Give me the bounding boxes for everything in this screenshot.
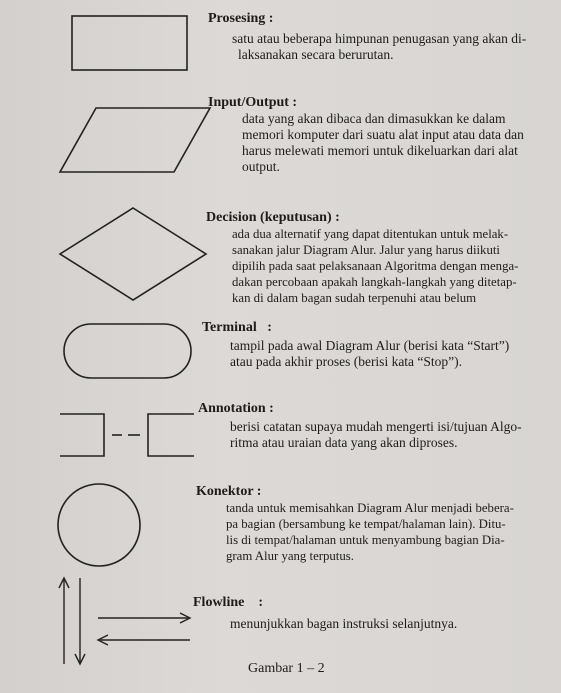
process-rectangle-symbol xyxy=(70,14,190,72)
term-annotation: Annotation : xyxy=(198,401,274,416)
desc-flowline xyxy=(230,616,552,632)
term-konektor: Konektor : xyxy=(196,484,262,499)
desc-line: lis di tempat/halaman untuk menyambung bagian Dia- xyxy=(226,533,505,547)
desc-line: tanda untuk memisahkan Diagram Alur menjadi bebera- xyxy=(226,501,514,515)
desc-line: harus melewati memori untuk dikeluarkan dari alat xyxy=(242,143,518,158)
desc-konektor xyxy=(226,500,552,564)
desc-line: dipilih pada saat pelaksanaan Algoritma dengan menga- xyxy=(232,259,519,273)
desc-line: laksanakan secara berurutan. xyxy=(238,47,394,62)
desc-line: tampil pada awal Diagram Alur (berisi kata “Start”) xyxy=(230,338,510,353)
desc-annotation xyxy=(230,419,552,451)
desc-line: ritma atau uraian data yang akan diproses. xyxy=(230,435,458,450)
decision-diamond-symbol xyxy=(58,206,208,302)
desc-line: atau pada akhir proses (berisi kata “Stop”). xyxy=(230,354,463,369)
desc-line: satu atau beberapa himpunan penugasan yang akan di- xyxy=(232,31,527,46)
desc-line: dakan percobaan apakah langkah-langkah yang ditetap- xyxy=(232,275,517,289)
desc-line: berisi catatan supaya mudah mengerti isi/tujuan Algo- xyxy=(230,419,522,434)
figure-caption: Gambar 1 – 2 xyxy=(248,661,325,676)
flowline-arrows-symbol xyxy=(54,574,194,668)
desc-line: menunjukkan bagan instruksi selanjutnya. xyxy=(230,616,458,631)
desc-prosesing xyxy=(232,31,550,63)
term-terminal: Terminal : xyxy=(202,320,272,335)
desc-decision xyxy=(232,226,550,306)
desc-line: sanakan jalur Diagram Alur. Jalur yang harus diikuti xyxy=(232,243,500,257)
desc-line: data yang akan dibaca dan dimasukkan ke dalam xyxy=(242,111,506,126)
desc-input-output xyxy=(242,111,551,175)
desc-line: output. xyxy=(242,159,280,174)
annotation-bracket-symbol xyxy=(58,410,198,460)
desc-terminal xyxy=(230,338,552,370)
desc-line: ada dua alternatif yang dapat ditentukan untuk melak- xyxy=(232,227,509,241)
term-decision: Decision (keputusan) : xyxy=(206,210,340,225)
desc-line: pa bagian (bersambung ke tempat/halaman lain). Ditu- xyxy=(226,517,506,531)
term-prosesing: Prosesing : xyxy=(208,11,274,26)
input-output-parallelogram-symbol xyxy=(58,104,214,176)
terminal-rounded-symbol xyxy=(62,322,194,380)
connector-circle-symbol xyxy=(54,480,144,570)
desc-line: gram Alur yang terputus. xyxy=(226,549,354,563)
term-flowline: Flowline : xyxy=(193,595,263,610)
desc-line: memori komputer dari suatu alat input atau data dan xyxy=(242,127,524,142)
term-input-output: Input/Output : xyxy=(208,95,298,110)
desc-line: kan di dalam bagan sudah terpenuhi atau belum xyxy=(232,291,477,305)
